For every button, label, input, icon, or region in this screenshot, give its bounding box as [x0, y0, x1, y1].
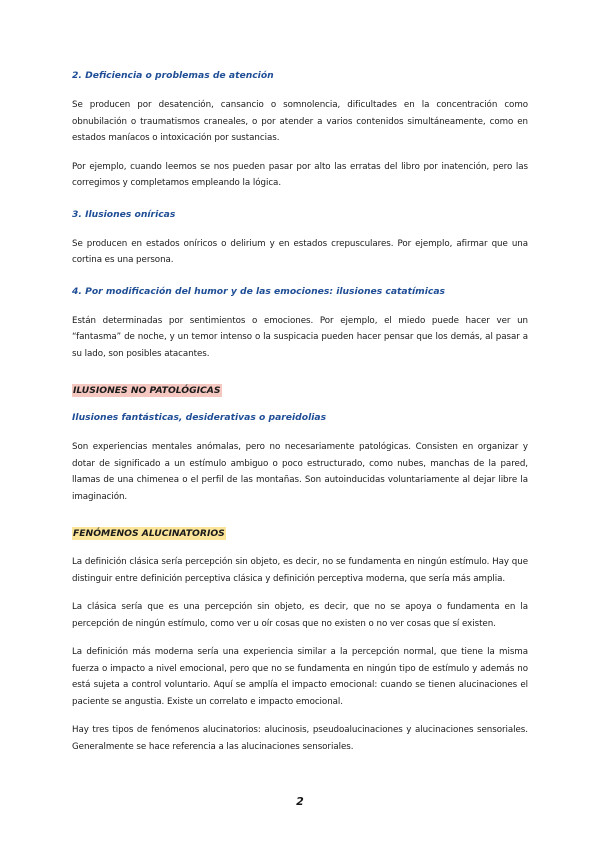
- hallucinatory-phenomena-heading: FENÓMENOS ALUCINATORIOS: [73, 528, 225, 539]
- section-3-heading: 3. Ilusiones oníricas: [72, 208, 176, 220]
- fantastic-illusions-subheading: Ilusiones fantásticas, desiderativas o pareidolias: [72, 412, 327, 423]
- non-pathological-illusions-heading: ILUSIONES NO PATOLÓGICAS: [73, 385, 221, 396]
- hallucinatory-paragraph-3: La definición más moderna sería una experiencia similar a la percepción normal, que tiene la misma fuerza o impacto a nivel emocional, pero que no se fundamenta en ningún tipo de estímulo y además no está sujeta a control voluntario. Aquí se amplía el impacto emocional: cuando se tienen alucinaciones el paciente se angustia. Existe un correlato e impacto emocional.: [72, 647, 528, 707]
- section-4-paragraph-1: Están determinadas por sentimientos o emociones. Por ejemplo, el miedo puede hacer ver un “fantasma” de noche, y un temor intenso o la suspicacia pueden hacer pensar que los demás, al pasar a su lado, son posibles atacantes.: [72, 315, 528, 359]
- hallucinatory-paragraph-1: La definición clásica sería percepción sin objeto, es decir, no se fundamenta en ningún estímulo. Hay que distinguir entre definición perceptiva clásica y definición perceptiva moderna, que sería más amplia.: [72, 557, 528, 584]
- hallucinatory-paragraph-4: Hay tres tipos de fenómenos alucinatorios: alucinosis, pseudoalucinaciones y alucinaciones sensoriales. Generalmente se hace referencia a las alucinaciones sensoriales.: [72, 725, 528, 752]
- section-3-paragraph-1: Se producen en estados oníricos o delirium y en estados crepusculares. Por ejemplo, afirmar que una cortina es una persona.: [72, 238, 528, 265]
- hallucinatory-paragraph-2: La clásica sería que es una percepción sin objeto, es decir, que no se apoya o fundamenta en la percepción de ningún estímulo, como ver u oír cosas que no existen o no ver cosas que sí existen.: [72, 602, 528, 629]
- section-2-heading: 2. Deficiencia o problemas de atención: [72, 70, 274, 81]
- page-number: 2: [296, 795, 304, 808]
- section-2-paragraph-2: Por ejemplo, cuando leemos se nos pueden pasar por alto las erratas del libro por inatención, pero las corregimos y completamos empleando la lógica.: [72, 161, 528, 188]
- non-pathological-paragraph-1: Son experiencias mentales anómalas, pero no necesariamente patológicas. Consisten en organizar y dotar de significado a un estímulo ambiguo o poco estructurado, como nubes, manchas de la pared, llamas de una chimenea o el perfil de las montañas. Son autoinducidas voluntariamente al dejar libre la imaginación.: [72, 442, 528, 502]
- page-content: [72, 69, 528, 767]
- section-4-heading: 4. Por modificación del humor y de las emociones: ilusiones catatímicas: [72, 285, 446, 297]
- section-2-paragraph-1: Se producen por desatención, cansancio o somnolencia, dificultades en la concentración como obnubilación o traumatismos craneales, o por atender a varios contenidos simultáneamente, como en estados maníacos o intoxicación por sustancias.: [72, 100, 528, 143]
